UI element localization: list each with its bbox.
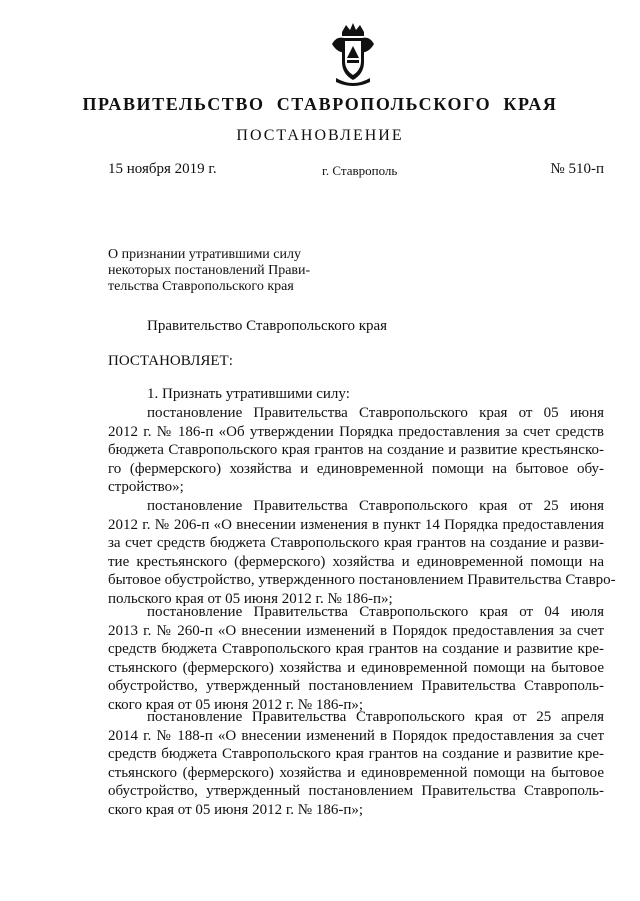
document-city: г. Ставрополь (322, 163, 398, 178)
decree-word: ПОСТАНОВЛЯЕТ: (108, 353, 233, 369)
paragraph-line: постановление Правительства Ставропольского края от 05 июня (147, 405, 604, 421)
paragraph-line: постановление Правительства Ставропольского края от 25 апреля (147, 709, 604, 725)
paragraph-line: стьянского (фермерского) хозяйства и единовременной помощи на бытовое (108, 659, 604, 676)
paragraph-line: ского края от 05 июня 2012 г. № 186-п»; (108, 801, 364, 818)
paragraph-line: стьянского (фермерского) хозяйства и единовременной помощи на бытовое (108, 764, 604, 781)
paragraph-line: стройство»; (108, 479, 184, 495)
document-type: ПОСТАНОВЛЕНИЕ (236, 127, 404, 144)
paragraph-line: тие крестьянского (фермерского) хозяйства и единовременной помощи на (108, 553, 604, 570)
paragraph-4 (108, 708, 604, 819)
paragraph-line: за счет средств бюджета Ставропольского края грантов на создание и разви- (108, 535, 604, 551)
paragraph-line: го (фермерского) хозяйства и единовременной помощи на бытовое обу- (108, 460, 604, 477)
subject-line: тельства Ставропольского края (108, 279, 294, 294)
document-subject (108, 247, 368, 295)
document-meta (108, 161, 604, 181)
government-title: ПРАВИТЕЛЬСТВО СТАВРОПОЛЬСКОГО КРАЯ (82, 94, 558, 114)
document-number: № 510-п (550, 161, 604, 177)
document-date: 15 ноября 2019 г. (108, 161, 217, 177)
paragraph-2 (108, 497, 616, 608)
paragraph-line: бюджета Ставропольского края грантов на создание и развитие крестьянско- (108, 442, 604, 458)
paragraph-line: постановление Правительства Ставропольского края от 04 июля (147, 604, 604, 620)
paragraph-line: 2014 г. № 188-п «О внесении изменений в Порядок предоставления за счет (108, 727, 604, 744)
subject-line: О признании утратившими силу (108, 247, 301, 262)
paragraph-line: 2013 г. № 260-п «О внесении изменений в Порядок предоставления за счет (108, 622, 604, 639)
item-1-heading: 1. Признать утратившими силу: (147, 386, 350, 402)
paragraph-line: обустройство, утвержденный постановлением Правительства Ставрополь- (108, 783, 604, 799)
paragraph-line: бытовое обустройство, утвержденного постановлением Правительства Ставро- (108, 572, 616, 588)
paragraph-3 (108, 603, 604, 714)
paragraph-line: 2012 г. № 206-п «О внесении изменения в пункт 14 Порядка предоставления (108, 516, 604, 533)
coat-of-arms-icon (330, 22, 376, 86)
paragraph-line: ского края от 05 июня 2012 г. № 186-п»; (108, 696, 364, 713)
paragraph-line: средств бюджета Ставропольского края грантов на создание и развитие кре- (108, 641, 604, 657)
subject-line: некоторых постановлений Прави- (108, 263, 311, 278)
paragraph-line: 2012 г. № 186-п «Об утверждении Порядка предоставления за счет средств (108, 423, 604, 440)
paragraph-line: польского края от 05 июня 2012 г. № 186-п»; (108, 590, 393, 607)
paragraph-line: средств бюджета Ставропольского края грантов на создание и развитие кре- (108, 746, 604, 762)
paragraph-line: постановление Правительства Ставропольского края от 25 июня (147, 498, 604, 514)
paragraph-line: обустройство, утвержденный постановлением Правительства Ставрополь- (108, 678, 604, 694)
paragraph-1 (108, 404, 604, 497)
issuer: Правительство Ставропольского края (147, 318, 388, 334)
